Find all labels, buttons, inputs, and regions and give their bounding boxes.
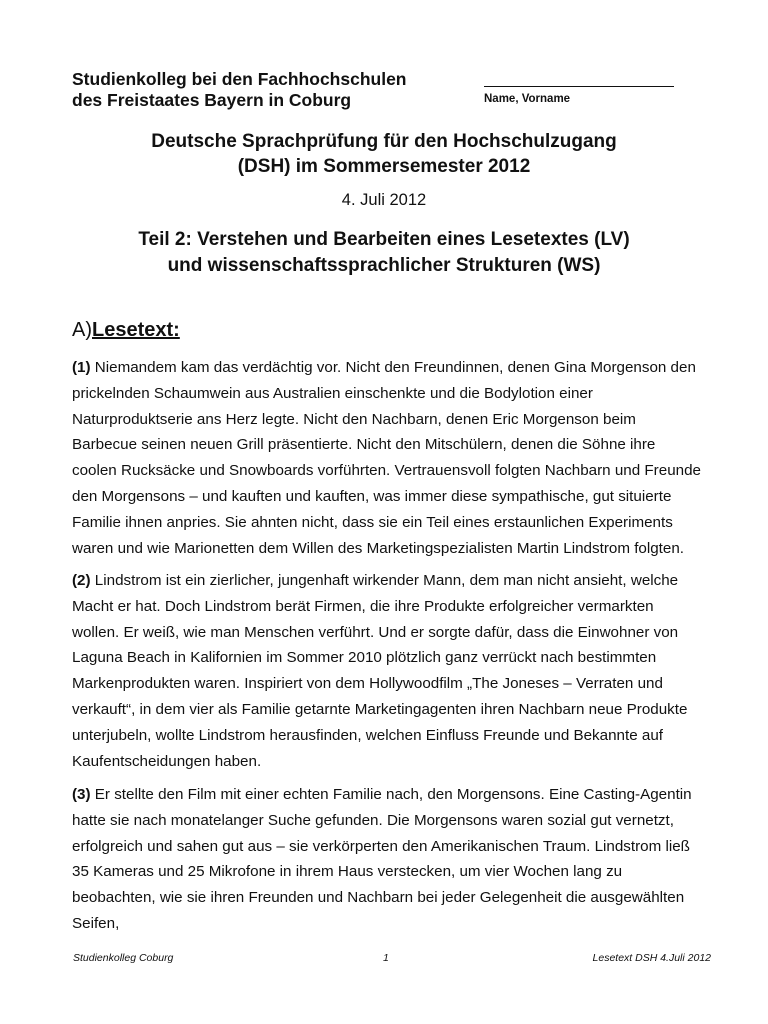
institution-line-2: des Freistaates Bayern in Coburg <box>72 90 352 110</box>
name-signature-line <box>484 73 674 87</box>
paragraph-3 <box>72 782 704 937</box>
section-label: Lesetext: <box>92 319 180 341</box>
paragraph-text: Er stellte den Film mit einer echten Familie nach, den Morgensons. Eine Casting-Agentin hatte sie nach monatelanger Suche gefunden. Die Morgensons waren sozial gut vernetzt, erfolgreich und sahen gut aus – sie verkörperten den Amerikanischen Traum. Lindstrom ließ 35 Kameras und 25 Mikrofone in ihrem Haus verstecken, um vier Wochen lang zu beobachten, wie sie ihren Freunden und Nachbarn bei jeder Gelegenheit die ausgewählten Seifen, <box>72 786 692 932</box>
section-letter: A) <box>72 319 92 341</box>
part-title-line-1: Teil 2: Verstehen und Bearbeiten eines Lesetextes (LV) <box>138 229 630 250</box>
footer-page-number: 1 <box>383 952 389 964</box>
paragraph-text: Niemandem kam das verdächtig vor. Nicht den Freundinnen, denen Gina Morgenson den prickelnden Schaumwein aus Australien einschenkte und die Bodylotion einer Naturproduktserie ans Herz legte. Nicht den Nachbarn, denen Eric Morgenson beim Barbecue seinen neuen Grill präsentierte. Nicht den Mitschülern, denen die Söhne ihre coolen Rucksäcke und Snowboards vorführten. Vertrauensvoll folgten Nachbarn und Freunde den Morgensons – und kauften und kauften, was immer diese sympathische, gut situierte Familie ihnen anpries. Sie ahnten nicht, dass sie ein Teil eines erstaunlichen Experiments waren und wie Marionetten dem Willen des Marketingspezialisten Martin Lindstrom folgten. <box>72 359 701 557</box>
paragraph-number: (2) <box>72 572 91 589</box>
paragraph-number: (3) <box>72 786 91 803</box>
exam-title-line-1: Deutsche Sprachprüfung für den Hochschulzugang <box>151 131 617 152</box>
footer-left: Studienkolleg Coburg <box>73 952 174 964</box>
part-title-line-2: und wissenschaftssprachlicher Strukturen (WS) <box>167 255 601 276</box>
paragraph-text: Lindstrom ist ein zierlicher, jungenhaft wirkender Mann, dem man nicht ansieht, welche Macht er hat. Doch Lindstrom berät Firmen, die ihre Produkte erfolgreicher vermarkten wollen. Er weiß, wie man Menschen verführt. Und er sorgte dafür, dass die Einwohner von Laguna Beach in Kalifornien im Sommer 2010 plötzlich ganz verrückt nach bestimmten Markenprodukten waren. Inspiriert von dem Hollywoodfilm „The Joneses – Verraten und verkauft“, in dem vier als Familie getarnte Marketingagenten ihren Nachbarn neue Produkte unterjubeln, wollte Lindstrom herausfinden, welchen Einfluss Freunde und Bekannte auf Kaufentscheidungen haben. <box>72 572 688 770</box>
footer-right: Lesetext DSH 4.Juli 2012 <box>592 952 711 964</box>
paragraph-1 <box>72 355 704 561</box>
name-label: Name, Vorname <box>484 93 571 105</box>
exam-title-line-2: (DSH) im Sommersemester 2012 <box>237 156 531 177</box>
institution-line-1: Studienkolleg bei den Fachhochschulen <box>72 69 407 89</box>
paragraph-2 <box>72 568 704 774</box>
exam-date: 4. Juli 2012 <box>341 191 427 209</box>
section-heading <box>72 319 180 342</box>
paragraph-number: (1) <box>72 359 91 376</box>
